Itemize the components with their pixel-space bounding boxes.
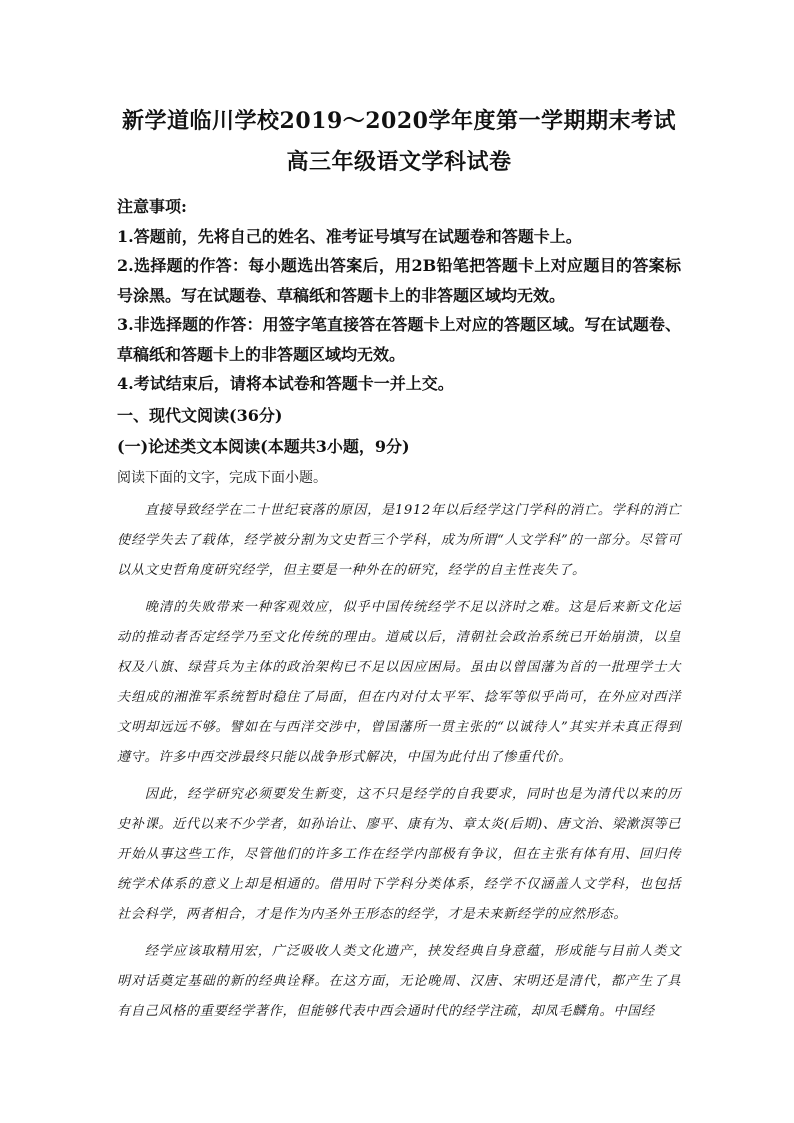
section-block bbox=[117, 401, 681, 493]
notice-item: 1.答题前，先将自己的姓名、准考证号填写在试题卷和答题卡上。 bbox=[117, 226, 582, 246]
notice-item: 3.非选择题的作答：用签字笔直接答在答题卡上对应的答题区域。写在试题卷、草稿纸和答题卡上的非答题区域均无效。 bbox=[117, 315, 681, 364]
notice-block bbox=[117, 192, 681, 399]
passage-paragraph: 因此，经学研究必须要发生新变，这不只是经学的自我要求，同时也是为清代以来的历史补课。近代以来不少学者，如孙诒让、廖平、康有为、章太炎(后期)、唐文治、梁漱溟等已开始从事这些工作，尽管他们的许多工作在经学内部极有争议，但在主张有体有用、回归传统学术体系的意义上却是相通的。借用时下学科分类体系，经学不仅涵盖人文学科，也包括社会科学，两者相合，才是作为内圣外王形态的经学，才是未来新经学的应然形态。 bbox=[117, 786, 681, 922]
passage-paragraph: 直接导致经学在二十世纪衰落的原因，是1912年以后经学这门学科的消亡。学科的消亡使经学失去了载体，经学被分割为文史哲三个学科，成为所谓“人文学科”的一部分。尽管可以从文史哲角度研究经学，但主要是一种外在的研究，经学的自主性丧失了。 bbox=[117, 502, 681, 578]
section-heading: 一、现代文阅读(36分) bbox=[117, 405, 283, 425]
notice-item: 4.考试结束后，请将本试卷和答题卡一并上交。 bbox=[117, 374, 454, 393]
exam-title: 新学道临川学校2019～2020学年度第一学期期末考试 bbox=[122, 108, 676, 134]
passage-paragraph: 晚清的失败带来一种客观效应，似乎中国传统经学不足以济时之难。这是后来新文化运动的推动者否定经学乃至文化传统的理由。道咸以后，清朝社会政治系统已开始崩溃，以皇权及八旗、绿营兵为主体的政治架构已不足以因应困局。虽由以曾国藩为首的一批理学士大夫组成的湘淮军系统暂时稳住了局面，但在内对付太平军、捻军等似乎尚可，在外应对西洋文明却远远不够。譬如在与西洋交涉中，曾国藩所一贯主张的“以诚待人”其实并未真正得到遵守。许多中西交涉最终只能以战争形式解决，中国为此付出了惨重代价。 bbox=[117, 599, 681, 765]
passage-paragraph: 经学应该取精用宏，广泛吸收人类文化遗产，挟发经典自身意蕴，形成能与目前人类文明对话奠定基础的新的经典诠释。在这方面，无论晚周、汉唐、宋明还是清代，都产生了具有自己风格的重要经学著作，但能够代表中西会通时代的经学注疏，却凤毛麟角。中国经 bbox=[117, 943, 681, 1019]
notice-heading: 注意事项: bbox=[117, 197, 187, 216]
notice-item: 2.选择题的作答：每小题选出答案后，用2B铅笔把答题卡上对应题目的答案标号涂黑。写在试题卷、草稿纸和答题卡上的非答题区域均无效。 bbox=[117, 256, 681, 305]
reading-instruction: 阅读下面的文字，完成下面小题。 bbox=[117, 469, 327, 486]
subsection-heading: (一)论述类文本阅读(本题共3小题，9分) bbox=[117, 437, 410, 456]
exam-subtitle: 高三年级语文学科试卷 bbox=[286, 149, 512, 175]
reading-passage bbox=[117, 496, 681, 1027]
